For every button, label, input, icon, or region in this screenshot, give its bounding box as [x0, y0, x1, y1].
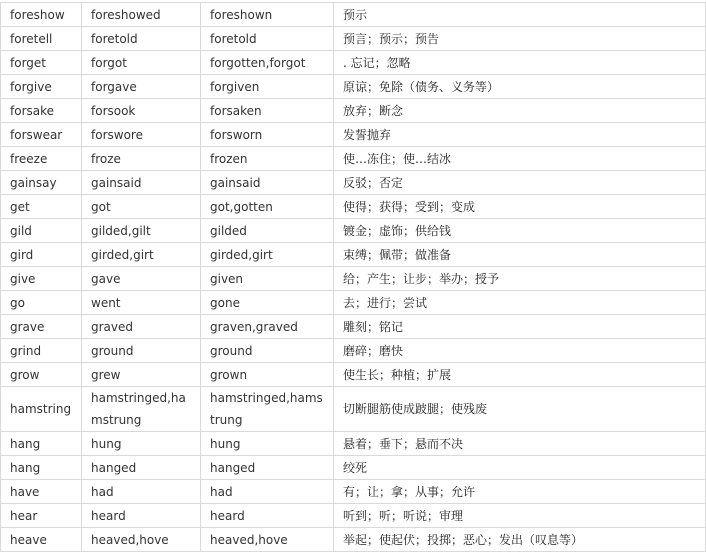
chinese-meaning: 发誓抛弃	[334, 123, 706, 147]
chinese-meaning: 束缚；佩带；做准备	[334, 243, 706, 267]
table-row	[1, 432, 706, 456]
past-participle: hamstringed,hamstrung	[201, 387, 334, 432]
chinese-meaning: 切断腿筋使成跛腿；使残废	[334, 387, 706, 432]
irregular-verbs-table	[0, 2, 706, 552]
past-participle: had	[201, 480, 334, 504]
table-row	[1, 195, 706, 219]
table-row	[1, 315, 706, 339]
past-participle: gilded	[201, 219, 334, 243]
chinese-meaning: 去；进行；尝试	[334, 291, 706, 315]
past-participle: grown	[201, 363, 334, 387]
chinese-meaning: 举起；使起伏；投掷；恶心；发出（叹息等）	[334, 528, 706, 552]
table-row	[1, 3, 706, 27]
chinese-meaning: 使…冻住；使…结冰	[334, 147, 706, 171]
past-tense: foreshowed	[82, 3, 201, 27]
base-form: forswear	[1, 123, 82, 147]
chinese-meaning: 使生长；种植；扩展	[334, 363, 706, 387]
base-form: forgive	[1, 75, 82, 99]
table-row	[1, 147, 706, 171]
past-participle: foretold	[201, 27, 334, 51]
table-row	[1, 291, 706, 315]
past-tense: hamstringed,hamstrung	[82, 387, 201, 432]
base-form: heave	[1, 528, 82, 552]
base-form: go	[1, 291, 82, 315]
table-row	[1, 504, 706, 528]
table-row	[1, 27, 706, 51]
past-tense: gave	[82, 267, 201, 291]
past-tense: grew	[82, 363, 201, 387]
past-participle: gainsaid	[201, 171, 334, 195]
past-participle: frozen	[201, 147, 334, 171]
base-form: gird	[1, 243, 82, 267]
table-row	[1, 171, 706, 195]
past-tense: gilded,gilt	[82, 219, 201, 243]
chinese-meaning: 有；让；拿；从事；允许	[334, 480, 706, 504]
past-participle: girded,girt	[201, 243, 334, 267]
chinese-meaning: 放弃；断念	[334, 99, 706, 123]
chinese-meaning: 绞死	[334, 456, 706, 480]
base-form: hang	[1, 432, 82, 456]
past-tense: heaved,hove	[82, 528, 201, 552]
table-row	[1, 387, 706, 432]
chinese-meaning: 预示	[334, 3, 706, 27]
past-tense: graved	[82, 315, 201, 339]
chinese-meaning: 反驳；否定	[334, 171, 706, 195]
base-form: grow	[1, 363, 82, 387]
past-tense: forsook	[82, 99, 201, 123]
past-tense: ground	[82, 339, 201, 363]
past-participle: forsaken	[201, 99, 334, 123]
chinese-meaning: 预言；预示；预告	[334, 27, 706, 51]
base-form: freeze	[1, 147, 82, 171]
past-participle: graven,graved	[201, 315, 334, 339]
base-form: grind	[1, 339, 82, 363]
past-participle: heaved,hove	[201, 528, 334, 552]
past-participle: heard	[201, 504, 334, 528]
past-participle: ground	[201, 339, 334, 363]
chinese-meaning: . 忘记；忽略	[334, 51, 706, 75]
past-tense: forgot	[82, 51, 201, 75]
past-tense: hung	[82, 432, 201, 456]
past-participle: hung	[201, 432, 334, 456]
past-participle: foreshown	[201, 3, 334, 27]
past-tense: froze	[82, 147, 201, 171]
past-participle: forgotten,forgot	[201, 51, 334, 75]
past-tense: went	[82, 291, 201, 315]
table-row	[1, 51, 706, 75]
chinese-meaning: 镀金；虚饰；供给钱	[334, 219, 706, 243]
past-tense: hanged	[82, 456, 201, 480]
past-participle: forsworn	[201, 123, 334, 147]
base-form: forsake	[1, 99, 82, 123]
base-form: hamstring	[1, 387, 82, 432]
base-form: grave	[1, 315, 82, 339]
past-tense: forgave	[82, 75, 201, 99]
table-row	[1, 123, 706, 147]
chinese-meaning: 悬着；垂下；悬而不决	[334, 432, 706, 456]
chinese-meaning: 原谅；免除（债务、义务等）	[334, 75, 706, 99]
base-form: have	[1, 480, 82, 504]
base-form: hear	[1, 504, 82, 528]
past-tense: heard	[82, 504, 201, 528]
past-tense: girded,girt	[82, 243, 201, 267]
table-row	[1, 528, 706, 552]
table-row	[1, 363, 706, 387]
chinese-meaning: 磨碎；磨快	[334, 339, 706, 363]
chinese-meaning: 给；产生；让步；举办；授予	[334, 267, 706, 291]
base-form: get	[1, 195, 82, 219]
past-tense: foretold	[82, 27, 201, 51]
past-participle: hanged	[201, 456, 334, 480]
chinese-meaning: 使得；获得；受到；变成	[334, 195, 706, 219]
past-participle: given	[201, 267, 334, 291]
base-form: give	[1, 267, 82, 291]
base-form: gild	[1, 219, 82, 243]
past-participle: got,gotten	[201, 195, 334, 219]
table-row	[1, 99, 706, 123]
past-tense: forswore	[82, 123, 201, 147]
table-row	[1, 267, 706, 291]
base-form: forget	[1, 51, 82, 75]
past-participle: gone	[201, 291, 334, 315]
past-tense: had	[82, 480, 201, 504]
table-body	[1, 3, 706, 552]
base-form: hang	[1, 456, 82, 480]
past-participle: forgiven	[201, 75, 334, 99]
base-form: foretell	[1, 27, 82, 51]
table-row	[1, 456, 706, 480]
past-tense: got	[82, 195, 201, 219]
base-form: gainsay	[1, 171, 82, 195]
chinese-meaning: 听到；听；听说；审理	[334, 504, 706, 528]
base-form: foreshow	[1, 3, 82, 27]
table-row	[1, 219, 706, 243]
chinese-meaning: 雕刻；铭记	[334, 315, 706, 339]
past-tense: gainsaid	[82, 171, 201, 195]
table-row	[1, 75, 706, 99]
table-row	[1, 243, 706, 267]
table-row	[1, 480, 706, 504]
table-row	[1, 339, 706, 363]
